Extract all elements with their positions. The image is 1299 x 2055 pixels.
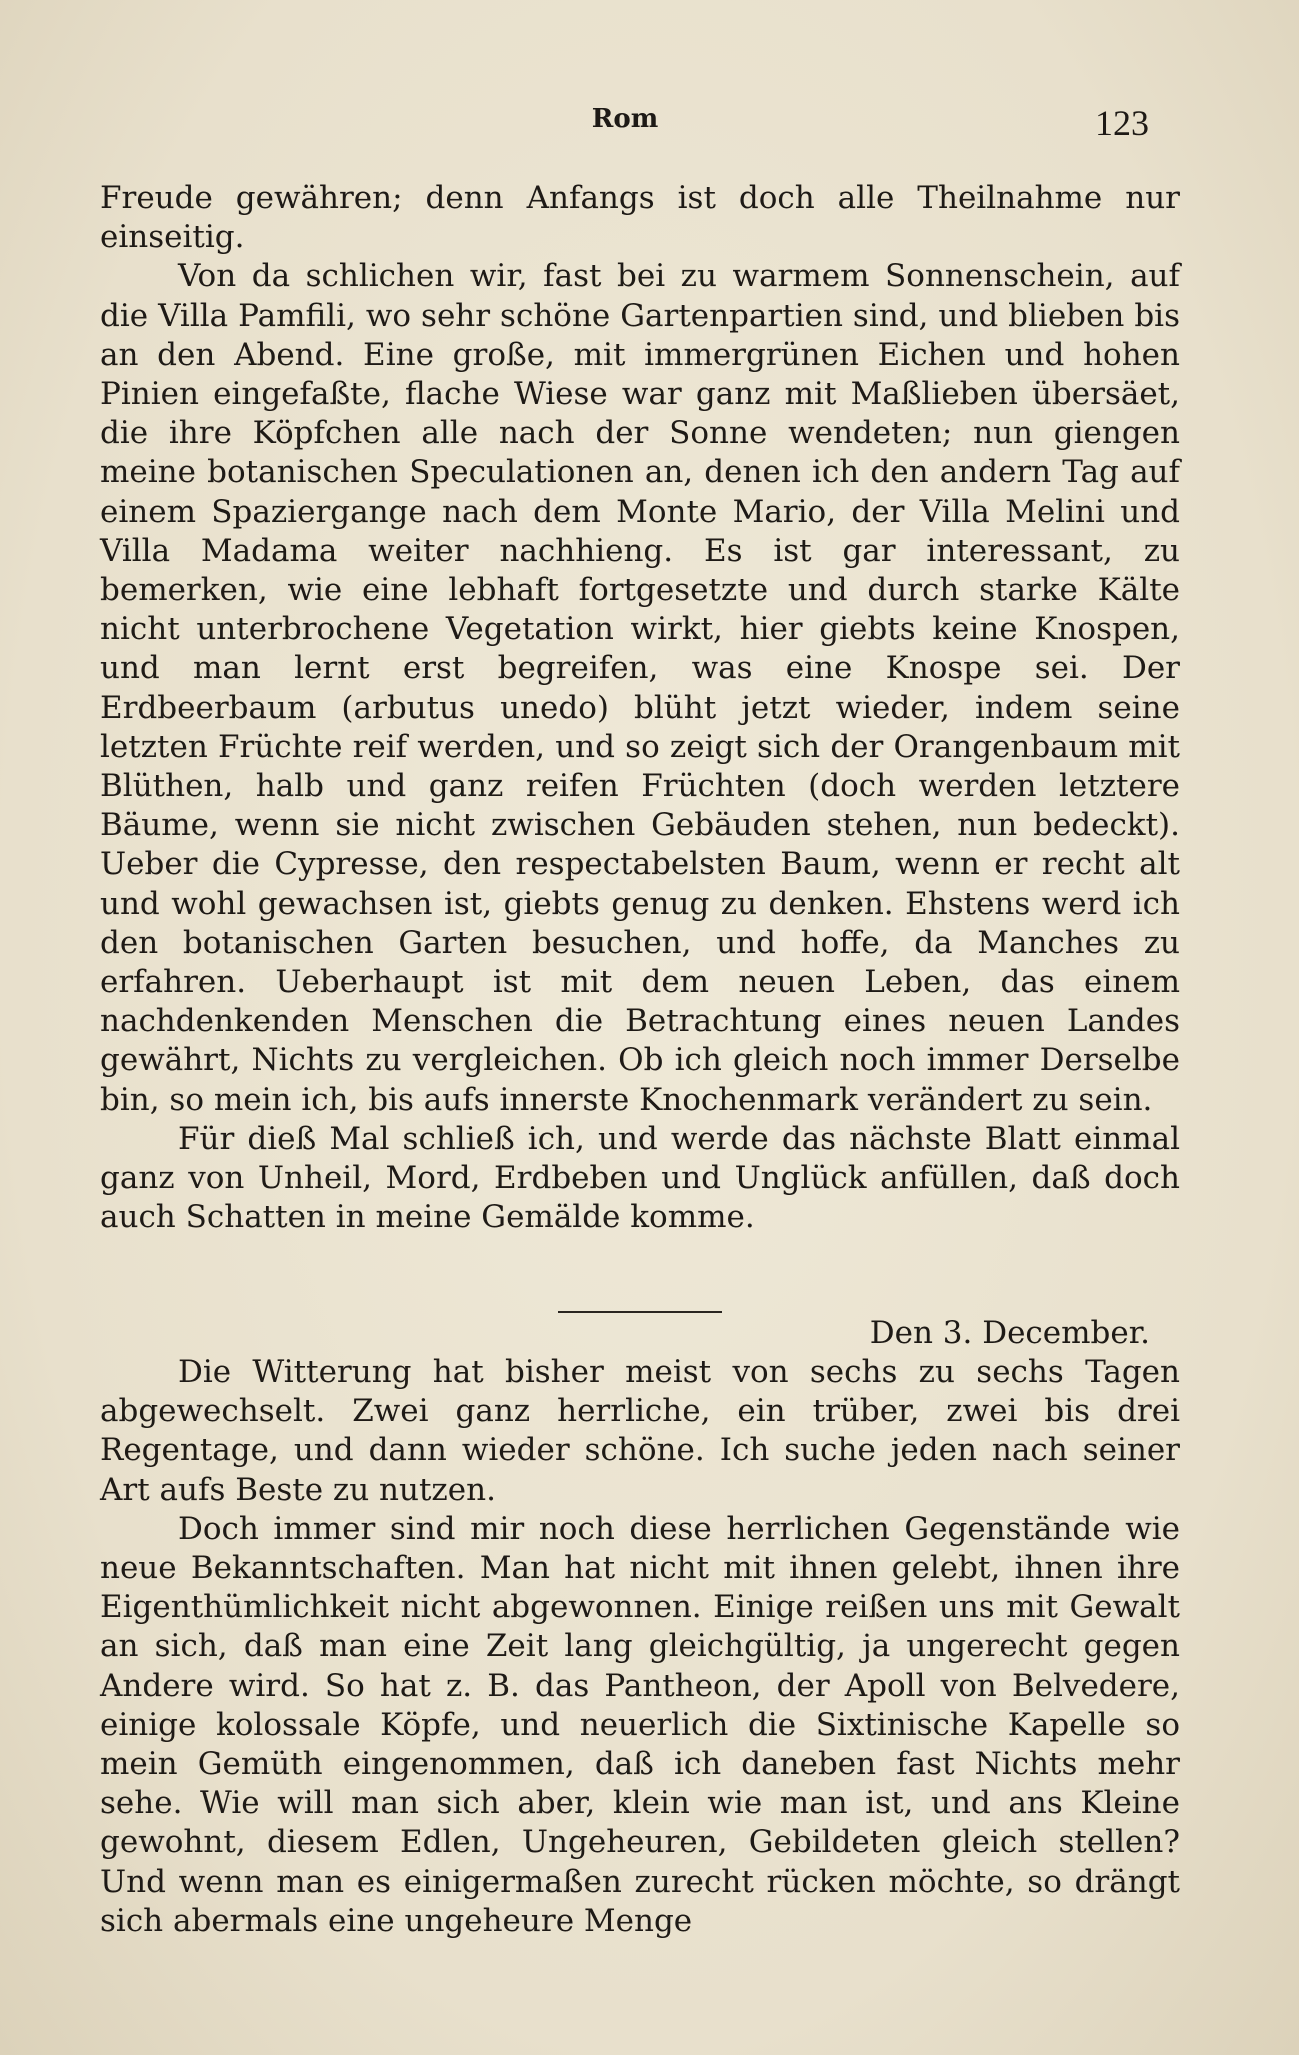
- letter-dateline: Den 3. December.: [869, 1315, 1150, 1351]
- running-head-title: Rom: [591, 104, 659, 134]
- page-number: 123: [1095, 103, 1149, 143]
- section-separator-rule: [558, 1311, 722, 1313]
- paragraph: Doch immer sind mir noch diese herrlichen Gegenstände wie neue Bekanntschaften. Man hat nicht mit ihnen gelebt, ihnen ihre Eigenthümlichkeit nicht abgewonnen. Einige reißen uns mit Gewalt an sich, daß man eine Zeit lang gleichgültig, ja ungerecht gegen Andere wird. So hat z. B. das Pantheon, der Apoll von Belvedere, einige kolossale Köpfe, und neuerlich die Sixtinische Kapelle so mein Gemüth eingenommen, daß ich daneben fast Nichts mehr sehe. Wie will man sich aber, klein wie man ist, und ans Kleine gewohnt, diesem Edlen, Ungeheuren, Gebildeten gleich stellen? Und wenn man es einigermaßen zurecht rücken möchte, so drängt sich abermals eine ungeheure Menge: [100, 1510, 1180, 1939]
- paragraph: Von da schlichen wir, fast bei zu warmem Sonnenschein, auf die Villa Pamfili, wo sehr schöne Gartenpartien sind, und blieben bis an den Abend. Eine große, mit immergrünen Eichen und hohen Pinien eingefaßte, flache Wiese war ganz mit Maßlieben übersäet, die ihre Köpfchen alle nach der Sonne wendeten; nun giengen meine botanischen Speculationen an, denen ich den andern Tag auf einem Spaziergange nach dem Monte Mario, der Villa Melini und Villa Madama weiter nachhieng. Es ist gar interessant, zu bemerken, wie eine lebhaft fortgesetzte und durch starke Kälte nicht unterbrochene Vegetation wirkt, hier giebts keine Knospen, und man lernt erst begreifen, was eine Knospe sei. Der Erdbeerbaum (arbutus unedo) blüht jetzt wieder, indem seine letzten Früchte reif werden, und so zeigt sich der Orangenbaum mit Blüthen, halb und ganz reifen Früchten (doch werden letztere Bäume, wenn sie nicht zwischen Gebäuden stehen, nun bedeckt). Ueber die Cypresse, den respectabelsten Baum, wenn er recht alt und wohl gewachsen ist, giebts genug zu denken. Ehstens werd ich den botanischen Garten besuchen, und hoffe, da Manches zu erfahren. Ueberhaupt ist mit dem neuen Leben, das einem nachdenkenden Menschen die Betrachtung eines neuen Landes gewährt, Nichts zu vergleichen. Ob ich gleich noch immer Derselbe bin, so mein ich, bis aufs innerste Knochenmark verändert zu sein.: [100, 258, 1180, 1118]
- paragraph: Die Witterung hat bisher meist von sechs zu sechs Tagen abgewechselt. Zwei ganz herrliche, ein trüber, zwei bis drei Regentage, und dann wieder schöne. Ich suche jeden nach seiner Art aufs Beste zu nutzen.: [100, 1354, 1180, 1508]
- section-2-text: [100, 1353, 1180, 1941]
- running-head: [0, 98, 1299, 143]
- paragraph-continued: Freude gewähren; denn Anfangs ist doch alle Theilnahme nur einseitig.: [100, 180, 1180, 256]
- section-1-text: [100, 179, 1180, 1237]
- paragraph: Für dieß Mal schließ ich, und werde das nächste Blatt einmal ganz von Unheil, Mord, Erdbeben und Unglück anfüllen, daß doch auch Schatten in meine Gemälde komme.: [100, 1120, 1180, 1236]
